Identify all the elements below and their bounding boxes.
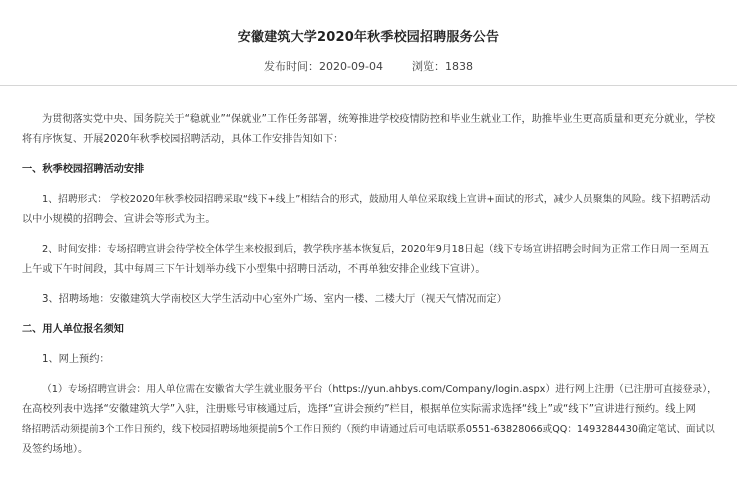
sub1-line-4: 及签约场地）。: [22, 444, 89, 455]
item3-line: 3、招聘场地：安徽建筑大学南校区大学生活动中心室外广场、室内一楼、二楼大厅（视天气情况而定）: [42, 294, 507, 305]
item1-line-2: 以中小规模的招聘会、宣讲会等形式为主。: [22, 214, 216, 225]
intro-line-2: 将有序恢复、开展2020年秋季校园招聘活动，具体工作安排告知如下：: [22, 134, 344, 145]
item1-line-1: 1、招聘形式： 学校2020年秋季校园招聘采取“线下+线上”相结合的形式，鼓励用人单位采取线上宣讲+面试的形式，减少人员聚集的风险。线下招聘活动: [42, 194, 711, 205]
spacer: [22, 150, 722, 160]
sub1-line-3: 络招聘活动须提前3个工作日预约，线下校园招聘场地须提前5个工作日预约（预约申请通过后可电话联系0551-63828066或QQ：1493284430确定笔试、面试以: [22, 424, 715, 435]
spacer: [22, 340, 722, 350]
spacer: [22, 370, 722, 380]
spacer: [22, 280, 722, 290]
spacer: [22, 230, 722, 240]
sub1-line-1: （1）专场招聘宣讲会：用人单位需在安徽省大学生就业服务平台（https://yun.ahbys.com/Company/login.aspx）进行网上注册（已注册可直接登录），: [42, 384, 717, 395]
article-meta: [0, 58, 737, 74]
spacer: [22, 180, 722, 190]
sub1-line-2: 在高校列表中选择“安徽建筑大学”入驻，注册账号审核通过后，选择“宣讲会预约”栏目，根据单位实际需求选择“线上”或“线下”宣讲进行预约。线上网: [22, 404, 696, 415]
section-heading-1: 一、秋季校园招聘活动安排: [22, 164, 145, 175]
view-count: 浏览：1838: [411, 60, 473, 73]
article-body: [22, 110, 722, 460]
header-divider: [0, 85, 737, 86]
item2-line-1: 2、时间安排：专场招聘宣讲会待学校全体学生来校报到后，教学秩序基本恢复后，2020年9月18日起（线下专场宣讲招聘会时间为正常工作日周一至周五: [42, 244, 710, 255]
intro-line-1: 为贯彻落实党中央、国务院关于“稳就业”“保就业”工作任务部署，统筹推进学校疫情防控和毕业生就业工作，助推毕业生更高质量和更充分就业，学校: [42, 114, 716, 125]
spacer: [22, 310, 722, 320]
section-heading-2: 二、用人单位报名须知: [22, 324, 124, 335]
item2-line-2: 上午或下午时间段，其中每周三下午计划举办线下小型集中招聘日活动，不再单独安排企业线下宣讲）。: [22, 264, 486, 275]
sub1-heading: 1、网上预约：: [42, 354, 110, 365]
publish-date: 发布时间：2020-09-04: [264, 60, 383, 73]
page-title: 安徽建筑大学2020年秋季校园招聘服务公告: [237, 30, 500, 45]
